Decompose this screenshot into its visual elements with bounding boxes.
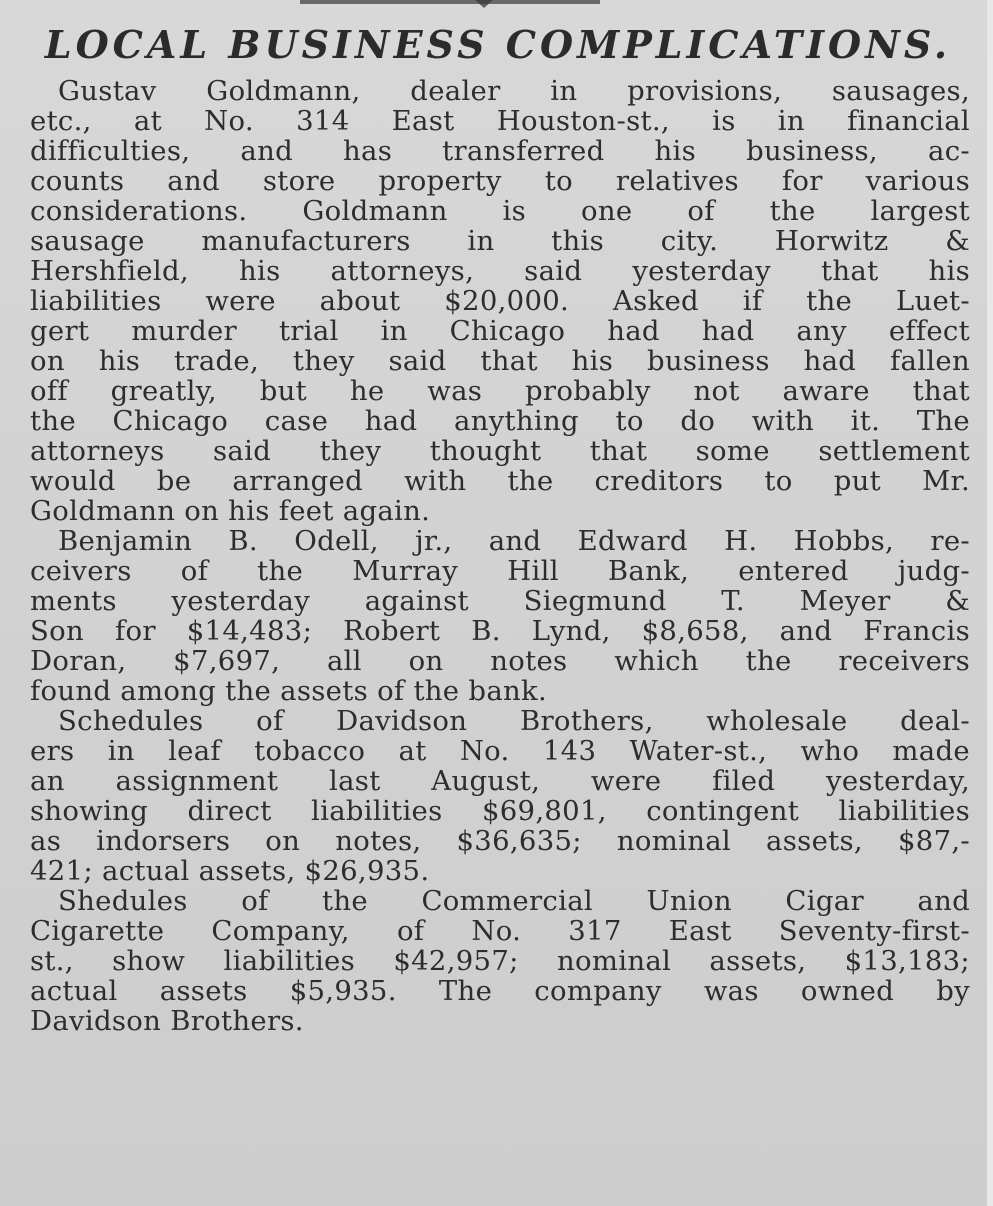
article-text-line: Cigarette Company, of No. 317 East Seventy-first-: [30, 916, 970, 946]
article-text-line: attorneys said they thought that some settlement: [30, 436, 970, 466]
article-text-line: st., show liabilities $42,957; nominal assets, $13,183;: [30, 946, 970, 976]
article-paragraph: [30, 76, 970, 526]
article-text-line: an assignment last August, were filed yesterday,: [30, 766, 970, 796]
article-text-line: Gustav Goldmann, dealer in provisions, sausages,: [58, 76, 970, 106]
article-text-line: gert murder trial in Chicago had had any effect: [30, 316, 970, 346]
article-text-line: Hershfield, his attorneys, said yesterday that his: [30, 256, 970, 286]
article-text-line: Goldmann on his feet again.: [30, 496, 431, 526]
top-rule-divider: [300, 0, 600, 4]
article-body: [30, 76, 970, 1036]
article-text-line: on his trade, they said that his business had fallen: [30, 346, 970, 376]
top-ornament-mark: [475, 0, 493, 8]
article-text-line: the Chicago case had anything to do with it. The: [30, 406, 970, 436]
article-text-line: Benjamin B. Odell, jr., and Edward H. Hobbs, re-: [58, 526, 970, 556]
article-text-line: ments yesterday against Siegmund T. Meyer &: [30, 586, 970, 616]
article-text-line: ceivers of the Murray Hill Bank, entered judg-: [30, 556, 970, 586]
article-text-line: Doran, $7,697, all on notes which the receivers: [30, 646, 970, 676]
article-paragraph: [30, 706, 970, 886]
article-text-line: Son for $14,483; Robert B. Lynd, $8,658, and Francis: [30, 616, 970, 646]
article-paragraph: [30, 526, 970, 706]
article-text-line: would be arranged with the creditors to put Mr.: [30, 466, 970, 496]
page-right-edge: [987, 0, 993, 1206]
article-text-line: 421; actual assets, $26,935.: [30, 856, 430, 886]
article-text-line: actual assets $5,935. The company was owned by: [30, 976, 970, 1006]
article-text-line: Shedules of the Commercial Union Cigar and: [58, 886, 970, 916]
article-text-line: as indorsers on notes, $36,635; nominal assets, $87,-: [30, 826, 970, 856]
article-text-line: considerations. Goldmann is one of the largest: [30, 196, 970, 226]
article-text-line: showing direct liabilities $69,801, contingent liabilities: [30, 796, 970, 826]
article-text-line: ers in leaf tobacco at No. 143 Water-st., who made: [30, 736, 970, 766]
article-text-line: sausage manufacturers in this city. Horwitz &: [30, 226, 970, 256]
article-text-line: liabilities were about $20,000. Asked if the Luet-: [30, 286, 970, 316]
article-text-line: counts and store property to relatives for various: [30, 166, 970, 196]
article-headline: LOCAL BUSINESS COMPLICATIONS.: [44, 22, 952, 67]
article-text-line: Davidson Brothers.: [30, 1006, 304, 1036]
article-text-line: difficulties, and has transferred his business, ac-: [30, 136, 970, 166]
article-paragraph: [30, 886, 970, 1036]
article-text-line: Schedules of Davidson Brothers, wholesale deal-: [58, 706, 970, 736]
article-text-line: etc., at No. 314 East Houston-st., is in financial: [30, 106, 970, 136]
article-text-line: off greatly, but he was probably not aware that: [30, 376, 970, 406]
article-text-line: found among the assets of the bank.: [30, 676, 548, 706]
